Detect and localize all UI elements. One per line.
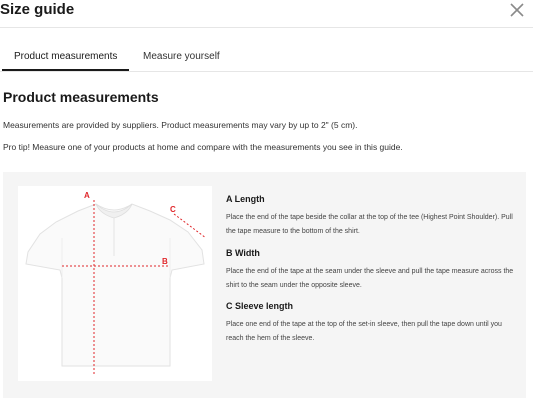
shirt-diagram xyxy=(18,186,212,381)
tab-product-measurements[interactable]: Product measurements xyxy=(14,51,118,62)
length-title: A Length xyxy=(226,194,265,204)
close-icon[interactable] xyxy=(509,2,525,18)
tab-measure-yourself[interactable]: Measure yourself xyxy=(143,51,220,62)
measurements-panel xyxy=(3,172,526,398)
tab-bar xyxy=(0,40,533,72)
width-title: B Width xyxy=(226,248,260,258)
width-description: Place the end of the tape at the seam under the sleeve and pull the tape measure across the shirt to the seam under the opposite sleeve. xyxy=(226,268,514,289)
length-description: Place the end of the tape beside the collar at the top of the tee (Highest Point Shoulder). Pull the tape measure to the bottom of the shirt. xyxy=(226,214,513,235)
label-c: C xyxy=(170,205,176,214)
shirt-illustration xyxy=(18,186,212,381)
sleeve-title: C Sleeve length xyxy=(226,301,294,311)
dialog-title: Size guide xyxy=(0,1,75,18)
sleeve-description: Place one end of the tape at the top of the set-in sleeve, then pull the tape down until you reach the hem of the sleeve. xyxy=(226,321,502,342)
pro-tip: Pro tip! Measure one of your products at home and compare with the measurements you see in this guide. xyxy=(3,142,403,152)
label-a: A xyxy=(84,191,90,200)
label-b: B xyxy=(162,257,168,266)
active-tab-indicator xyxy=(2,69,129,71)
dialog-header xyxy=(0,0,533,28)
suppliers-note: Measurements are provided by suppliers. Product measurements may vary by up to 2" (5 cm). xyxy=(3,120,358,130)
section-heading: Product measurements xyxy=(3,89,159,105)
